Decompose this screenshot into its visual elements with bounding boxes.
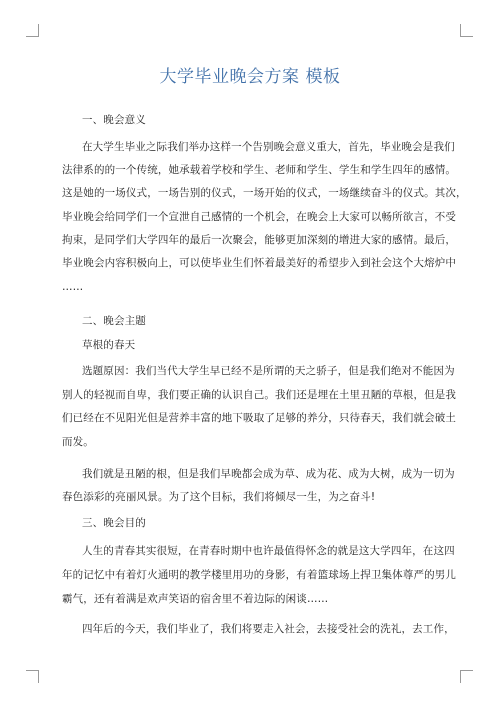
paragraph-line: 们已经在不见阳光但是营养丰富的地下吸取了足够的养分，只待春天，我们就会破土 (62, 412, 457, 424)
crop-mark-top-right (460, 24, 473, 37)
paragraph-line: 我们就是丑陋的根，但是我们早晚都会成为草、成为花、成为大树，成为一切为 (82, 468, 455, 480)
section-heading: 一、晚会意义 (82, 114, 146, 126)
document-title: 大学毕业晚会方案 模板 (159, 67, 341, 87)
section-subheading: 草根的春天 (82, 339, 136, 351)
paragraph-line: 别人的轻视而自卑，我们要正确的认识自己。我们还是埋在土里丑陋的草根，但是我 (62, 389, 457, 401)
crop-mark-bottom-left (26, 670, 39, 683)
paragraph-line: 这是她的一场仪式，一场告别的仪式，一场开始的仪式，一场继续奋斗的仪式。其次， (62, 187, 467, 199)
paragraph-line: 春色添彩的亮丽风景。为了这个目标，我们将倾尽一生，为之奋斗! (62, 491, 376, 503)
paragraph-line: 在大学生毕业之际我们举办这样一个告别晚会意义重大，首先，毕业晚会是我们 (82, 141, 455, 153)
paragraph-line: 拘束，是同学们大学四年的最后一次聚会，能够更加深刻的增进大家的感情。最后， (62, 234, 457, 246)
paragraph-line: 而发。 (62, 436, 94, 448)
section-heading: 二、晚会主题 (82, 315, 146, 327)
paragraph-line: 人生的青春其实很短，在青春时期中也许最值得怀念的就是这大学四年，在这四 (82, 545, 455, 557)
crop-mark-top-left (26, 24, 39, 37)
paragraph-line: 年的记忆中有着灯火通明的教学楼里用功的身影，有着篮球场上捍卫集体尊严的男儿 (62, 569, 457, 581)
paragraph-line: 四年后的今天，我们毕业了，我们将要走入社会，去接受社会的洗礼，去工作， (82, 623, 455, 635)
paragraph-line: 毕业晚会内容积极向上，可以使毕业生们怀着最美好的希望步入到社会这个大熔炉中 (62, 257, 457, 269)
paragraph-line: 选题原因：我们当代大学生早已经不是所谓的天之骄子，但是我们绝对不能因为 (82, 365, 455, 377)
paragraph-line: 霸气，还有着满是欢声笑语的宿舍里不着边际的闲谈…… (62, 593, 329, 605)
crop-mark-bottom-right (460, 670, 473, 683)
paragraph-line: 毕业晚会给同学们一个宣泄自己感情的一个机会，在晚会上大家可以畅所欲言，不受 (62, 211, 457, 223)
paragraph-line: 法律系的的一个传统，她承载着学校和学生、老师和学生、学生和学生四年的感情。 (62, 164, 457, 176)
paragraph-line: …… (62, 281, 84, 293)
section-heading: 三、晚会目的 (82, 517, 146, 529)
